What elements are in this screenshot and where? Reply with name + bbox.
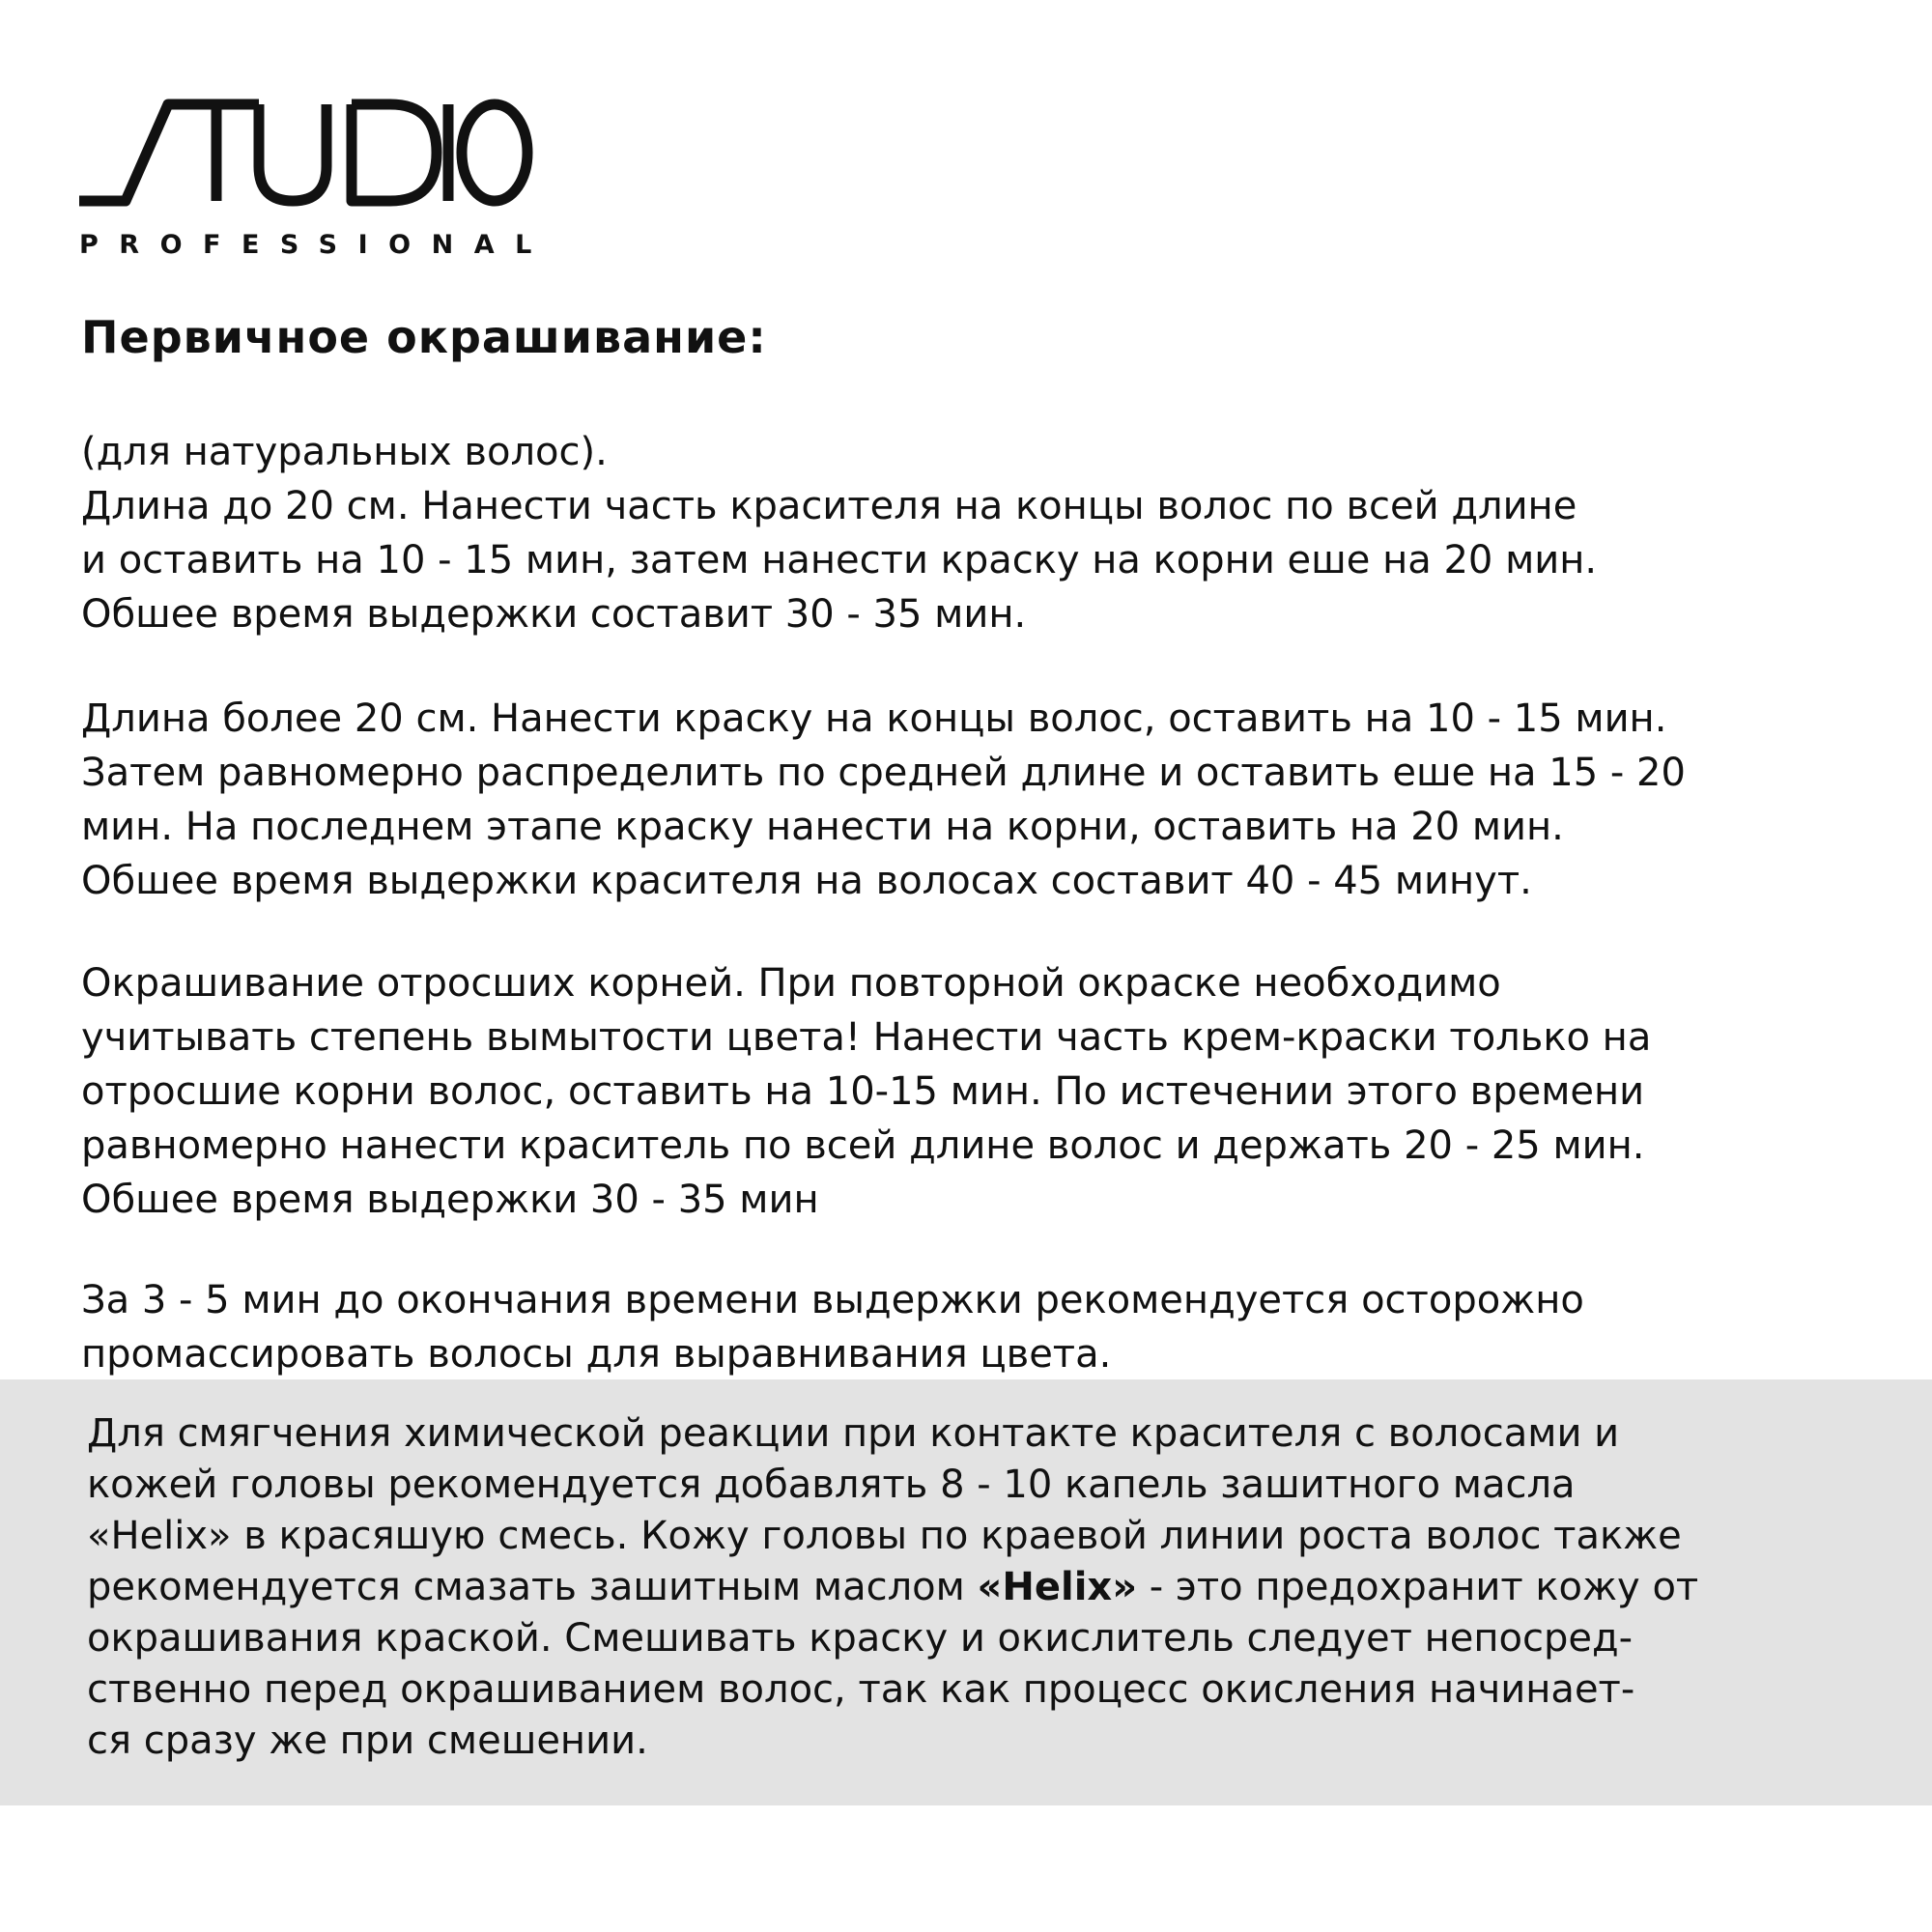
paragraph-line: и оставить на 10 - 15 мин, затем нанести краску на корни еше на 20 мин. (81, 538, 1598, 582)
note-line-part: - это предохранит кожу от (1137, 1565, 1699, 1609)
note-line: «Helix» в красяшую смесь. Кожу головы по краевой линии роста волос также (87, 1514, 1682, 1558)
note-text (87, 1408, 1903, 1767)
paragraph-line: равномерно нанести краситель по всей длине волос и держать 20 - 25 мин. (81, 1123, 1645, 1168)
paragraph-line: Окрашивание отросших корней. При повторной окраске необходимо (81, 961, 1501, 1006)
paragraph-regrowth (81, 956, 1897, 1227)
paragraph-long-hair (81, 692, 1897, 908)
paragraph-line: Обшее время выдержки красителя на волосах составит 40 - 45 минут. (81, 859, 1532, 903)
note-line (87, 1562, 1903, 1613)
helix-brand-name: «Helix» (977, 1565, 1138, 1609)
paragraph-line: Длина до 20 см. Нанести часть красителя на концы волос по всей длине (81, 484, 1577, 528)
page-title: Первичное окрашивание: (81, 311, 767, 363)
studio-wordmark-icon (79, 97, 533, 213)
note-line: окрашивания краской. Смешивать краску и окислитель следует непосред- (87, 1616, 1634, 1661)
paragraph-line: промассировать волосы для выравнивания цвета. (81, 1332, 1112, 1377)
paragraph-line: Обшее время выдержки 30 - 35 мин (81, 1178, 819, 1222)
note-line: ся сразу же при смешении. (87, 1719, 648, 1763)
paragraph-natural-hair (81, 425, 1897, 641)
paragraph-line: За 3 - 5 мин до окончания времени выдержки рекомендуется осторожно (81, 1278, 1584, 1322)
note-line: Для смягчения химической реакции при контакте красителя с волосами и (87, 1411, 1620, 1456)
logo-subtitle: PROFESSIONAL (79, 230, 553, 260)
paragraph-line: отросшие корни волос, оставить на 10-15 мин. По истечении этого времени (81, 1069, 1645, 1114)
paragraph-line: учитывать степень вымытости цвета! Нанести часть крем-краски только на (81, 1015, 1652, 1060)
paragraph-line: Затем равномерно распределить по средней длине и оставить еше на 15 - 20 (81, 751, 1686, 795)
note-line-part: рекомендуется смазать зашитным маслом (87, 1565, 978, 1609)
paragraph-line: (для натуральных волос). (81, 430, 608, 474)
note-line: кожей головы рекомендуется добавлять 8 - 10 капель зашитного масла (87, 1463, 1576, 1507)
paragraph-line: мин. На последнем этапе краску нанести на корни, оставить на 20 мин. (81, 805, 1564, 849)
studio-professional-logo (79, 97, 553, 261)
note-line: ственно перед окрашиванием волос, так как процесс окисления начинает- (87, 1667, 1635, 1712)
paragraph-line: Обшее время выдержки составит 30 - 35 мин. (81, 592, 1027, 637)
paragraph-line: Длина более 20 см. Нанести краску на концы волос, оставить на 10 - 15 мин. (81, 696, 1667, 741)
paragraph-massage (81, 1273, 1897, 1381)
